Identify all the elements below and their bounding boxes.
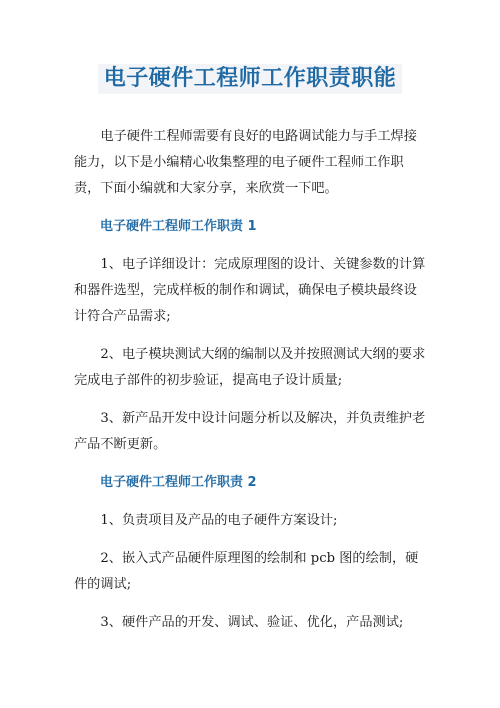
section-1-item-2: 2、电子模块测试大纲的编制以及并按照测试大纲的要求完成电子部件的初步验证，提高电子设计质量;: [74, 347, 426, 388]
page-title: 电子硬件工程师工作职责职能: [98, 64, 403, 94]
title-wrap: [0, 64, 500, 94]
section-2-item-1: 1、负责项目及产品的电子硬件方案设计;: [100, 513, 338, 528]
section-1-heading: 电子硬件工程师工作职责 1: [100, 219, 257, 234]
section-1-item-1: 1、电子详细设计：完成原理图的设计、关键参数的计算和器件选型，完成样板的制作和调试，确保电子模块最终设计符合产品需求;: [74, 257, 426, 324]
section-1-item-3: 3、新产品开发中设计问题分析以及解决，并负责维护老产品不断更新。: [74, 411, 426, 452]
section-2-item-3: 3、硬件产品的开发、调试、验证、优化，产品测试;: [100, 615, 404, 630]
section-2-heading: 电子硬件工程师工作职责 2: [100, 475, 257, 490]
intro-paragraph: 电子硬件工程师需要有良好的电路调试能力与手工焊接能力，以下是小编精心收集整理的电子硬件工程师工作职责，下面小编就和大家分享，来欣赏一下吧。: [74, 129, 417, 196]
document-body: [74, 124, 430, 648]
section-2-item-2: 2、嵌入式产品硬件原理图的绘制和 pcb 图的绘制，硬件的调试;: [74, 551, 419, 592]
